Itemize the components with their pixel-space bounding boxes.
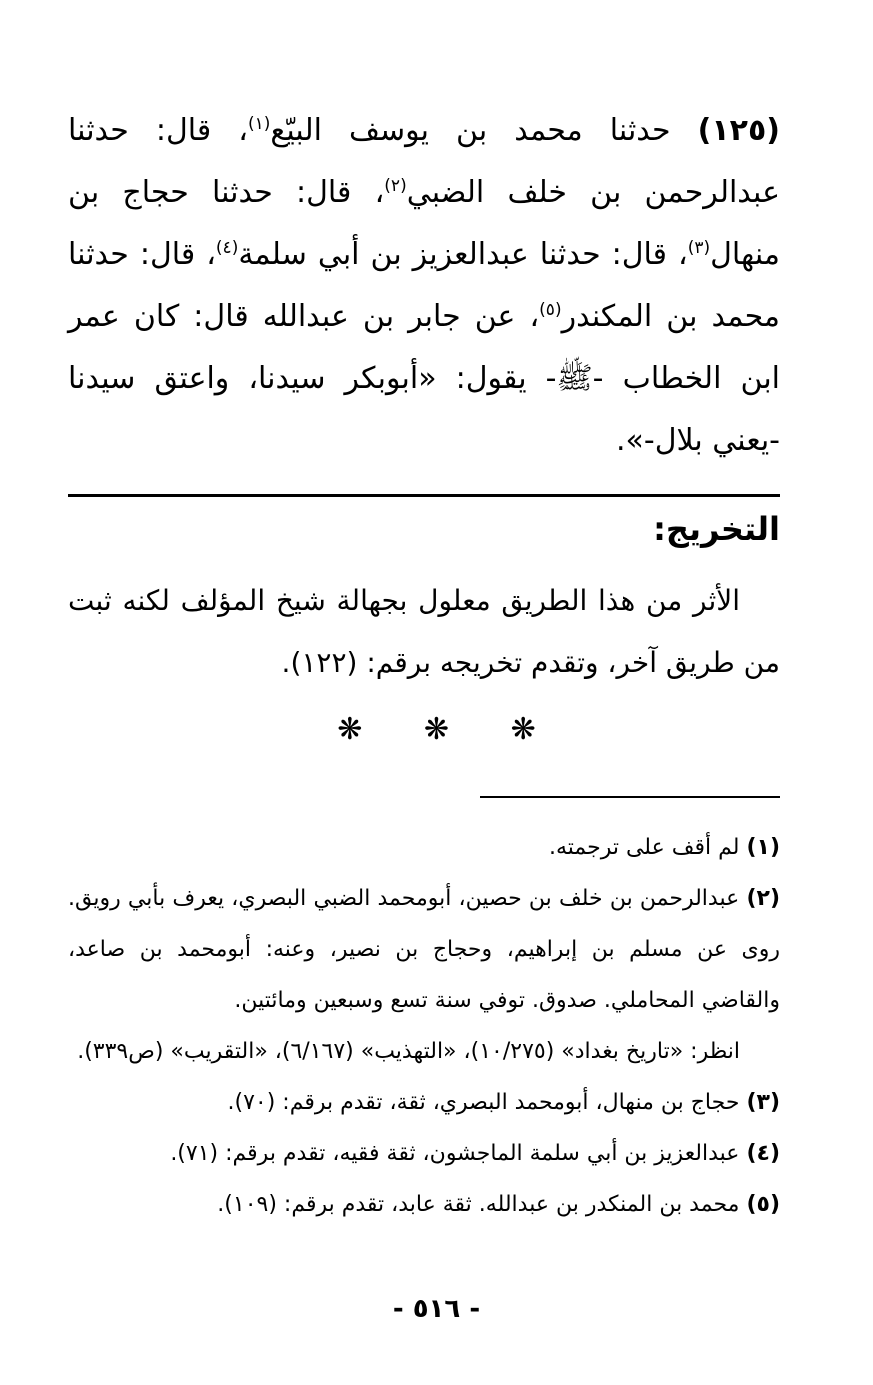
footnote-number: (٤) <box>746 1141 780 1166</box>
footnote-number: (٢) <box>746 886 780 911</box>
asterism-separator <box>0 712 873 747</box>
footnote-divider <box>480 796 780 798</box>
footnote-ref: (٥) <box>539 300 562 320</box>
asterisk-icon: ❋ <box>510 712 536 747</box>
hadith-segment: ، قال: حدثنا عبدالعزيز بن أبي سلمة <box>238 237 688 272</box>
footnote-text: انظر: «تاريخ بغداد» (١٠/٢٧٥)، «التهذيب» (٦/١٦٧)، «التقريب» (ص٣٣٩). <box>77 1039 740 1064</box>
footnote-text: لم أقف على ترجمته. <box>548 835 747 860</box>
footnote-ref: (٤) <box>215 238 239 258</box>
footnotes <box>68 822 780 1230</box>
footnote-ref: (١) <box>247 114 271 134</box>
section-divider <box>68 494 780 497</box>
hadith-segment: ، عن جابر بن عبدالله قال: كان عمر ابن الخطاب -ﷺ- يقول: «أبوبكر سيدنا، واعتق سيدنا -يعني بلال-». <box>68 299 780 458</box>
hadith-segment: ، قال: حدثنا حجاج بن منهال <box>68 175 780 272</box>
hadith-text <box>68 100 780 472</box>
takhrij-body <box>68 570 780 694</box>
footnote-ref: (٣) <box>687 238 711 258</box>
asterisk-icon: ❋ <box>423 712 450 747</box>
footnote-text: حجاج بن منهال، أبومحمد البصري، ثقة، تقدم برقم: (٧٠). <box>227 1090 747 1115</box>
footnote-item <box>68 1077 780 1128</box>
footnote-item <box>68 822 780 873</box>
footnote-item <box>68 873 780 1026</box>
takhrij-paragraph: الأثر من هذا الطريق معلول بجهالة شيخ المؤلف لكنه ثبت من طريق آخر، وتقدم تخريجه برقم: (١٢٢). <box>68 584 780 679</box>
footnote-text: عبدالعزيز بن أبي سلمة الماجشون، ثقة فقيه، تقدم برقم: (٧١). <box>170 1141 747 1166</box>
footnote-number: (١) <box>746 835 780 860</box>
hadith-segment: حدثنا محمد بن يوسف البيّع <box>270 113 698 148</box>
footnote-number: (٣) <box>746 1090 780 1115</box>
footnote-text: محمد بن المنكدر بن عبدالله. ثقة عابد، تقدم برقم: (١٠٩). <box>217 1192 747 1217</box>
footnote-item <box>68 1128 780 1179</box>
hadith-number: (١٢٥) <box>697 113 780 148</box>
hadith-segment: ، قال: حدثنا محمد بن المكندر <box>68 237 780 334</box>
hadith-segment: ، قال: حدثنا عبدالرحمن بن خلف الضبي <box>68 113 780 210</box>
footnote-ref: (٢) <box>384 176 407 196</box>
footnote-text: عبدالرحمن بن خلف بن حصين، أبومحمد الضبي البصري، يعرف بأبي رويق. روى عن مسلم بن إبراهيم، وحجاج بن نصير، وعنه: أبومحمد بن صاعد، والقاضي المحاملي. صدوق. توفي سنة تسع وسبعين ومائتين. <box>68 886 780 1013</box>
page-number: - ٥١٦ - <box>392 1294 481 1324</box>
footnote-item <box>68 1179 780 1230</box>
footnote-number: (٥) <box>746 1192 780 1217</box>
asterisk-icon: ❋ <box>337 712 363 747</box>
takhrij-heading: التخريج: <box>653 510 780 548</box>
footnote-item <box>68 1026 780 1077</box>
